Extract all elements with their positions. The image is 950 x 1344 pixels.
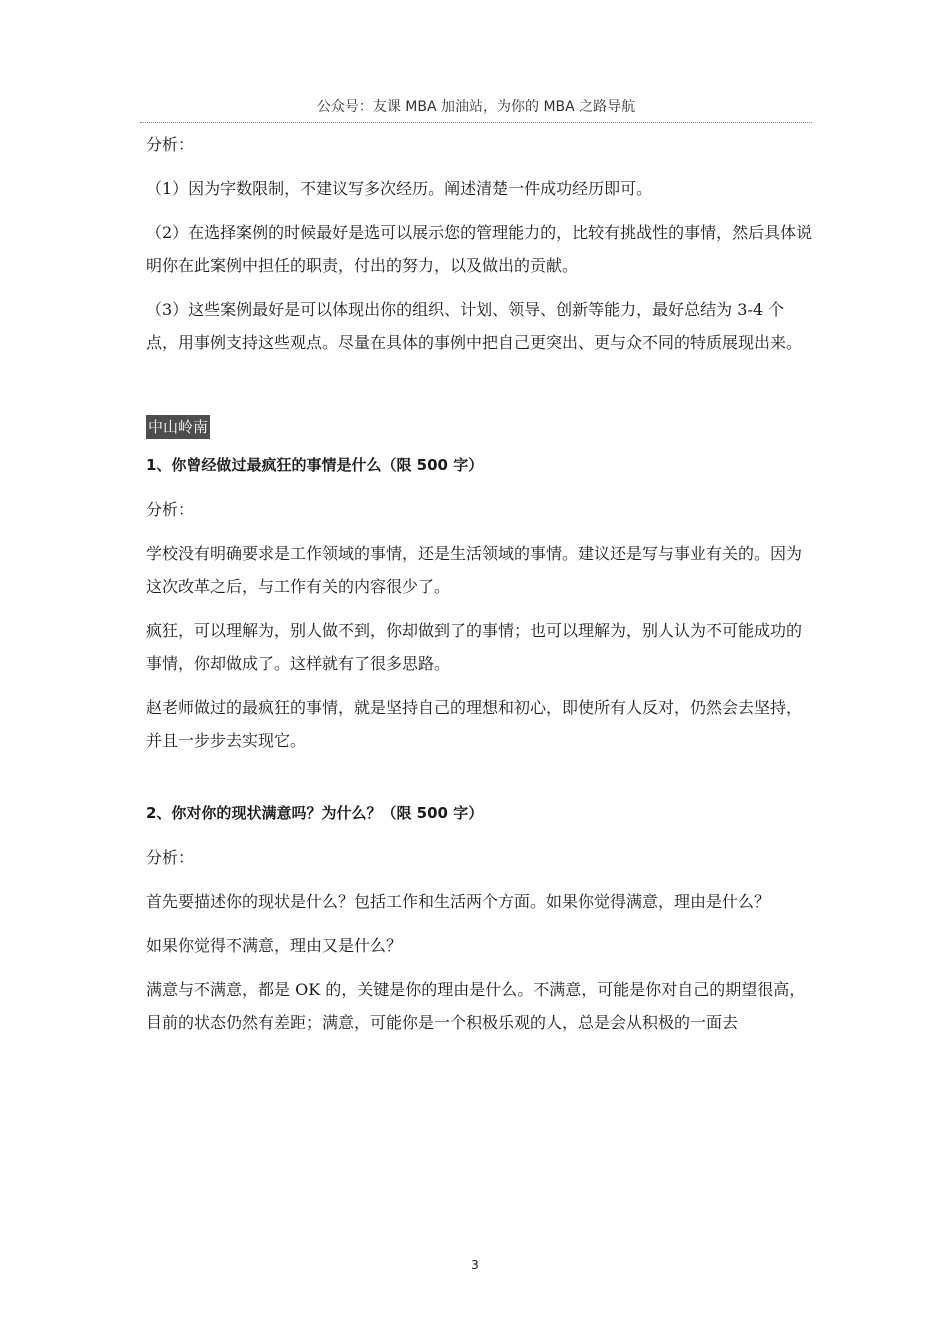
analysis-point-3: （3）这些案例最好是可以体现出你的组织、计划、领导、创新等能力，最好总结为 3-4 个点，用事例支持这些观点。尽量在具体的事例中把自己更突出、更与众不同的特质展现出来。 — [146, 300, 803, 352]
question-2-analysis-label: 分析： — [146, 848, 195, 867]
page-content — [146, 128, 814, 1050]
analysis-point-1: （1）因为字数限制，不建议写多次经历。阐述清楚一件成功经历即可。 — [146, 179, 653, 198]
page-number: 3 — [471, 1258, 479, 1272]
question-2-title: 2、你对你的现状满意吗？为什么？（限 500 字） — [146, 804, 484, 822]
question-1-paragraph: 疯狂，可以理解为，别人做不到，你却做到了的事情；也可以理解为，别人认为不可能成功的事情，你却做成了。这样就有了很多思路。 — [146, 621, 803, 673]
school-tag-row — [146, 415, 814, 439]
question-1-analysis-label: 分析： — [146, 500, 195, 519]
school-tag: 中山岭南 — [146, 415, 210, 439]
question-2-paragraph: 如果你觉得不满意，理由又是什么？ — [146, 936, 403, 955]
question-1-paragraph: 学校没有明确要求是工作领域的事情，还是生活领域的事情。建议还是写与事业有关的。因为这次改革之后，与工作有关的内容很少了。 — [146, 544, 803, 596]
analysis-point-2: （2）在选择案例的时候最好是选可以展示您的管理能力的，比较有挑战性的事情，然后具体说明你在此案例中担任的职责，付出的努力，以及做出的贡献。 — [146, 223, 813, 275]
analysis-label: 分析： — [146, 135, 195, 154]
question-2-paragraph: 满意与不满意，都是 OK 的，关键是你的理由是什么。不满意，可能是你对自己的期望很高，目前的状态仍然有差距；满意，可能你是一个积极乐观的人，总是会从积极的一面去 — [146, 980, 806, 1032]
question-1-title: 1、你曾经做过最疯狂的事情是什么（限 500 字） — [146, 456, 484, 474]
question-2-paragraph: 首先要描述你的现状是什么？包括工作和生活两个方面。如果你觉得满意，理由是什么？ — [146, 892, 771, 911]
page-header: 公众号：友课 MBA 加油站，为你的 MBA 之路导航 — [140, 96, 812, 123]
question-1-paragraph: 赵老师做过的最疯狂的事情，就是坚持自己的理想和初心，即使所有人反对，仍然会去坚持，并且一步步去实现它。 — [146, 698, 803, 750]
